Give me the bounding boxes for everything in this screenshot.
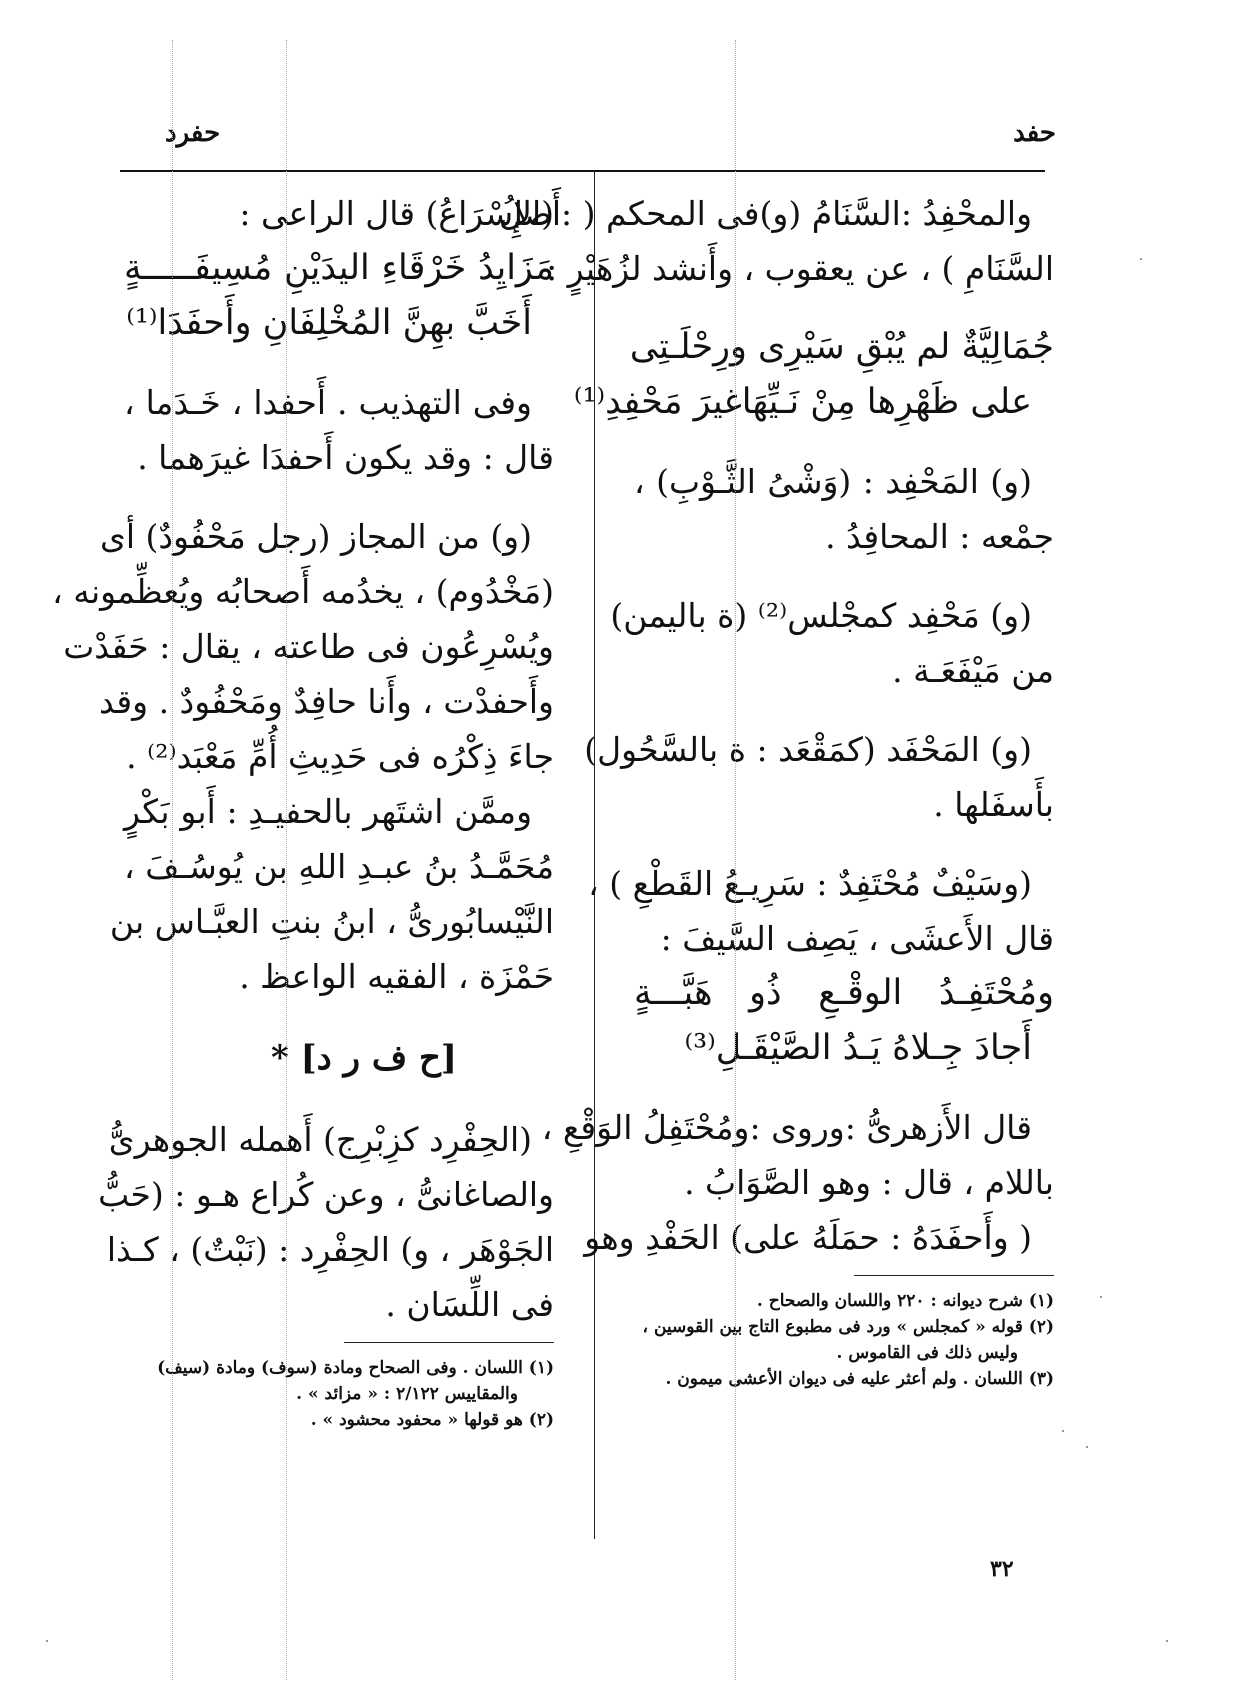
scan-speck: [1166, 1640, 1168, 1642]
text-line: باللام ، قال : وهو الصَّوَابُ .: [684, 1163, 1054, 1202]
text-line: مُحَمَّـدُ بنُ عبـدِ اللهِ بن يُوسُـفَ ،: [124, 847, 554, 886]
text-line: بأَسفَلها .: [933, 785, 1054, 824]
text-line: قال الأَعشَى ، يَصِف السَّيفَ :: [660, 919, 1054, 958]
footnote: (٣) اللسان . ولم أعثر عليه فى ديوان الأعشى ميمون .: [665, 1369, 1054, 1389]
poem-line: جُمَالِيَّةٌ لم يُبْقِ سَيْرِى ورِحْلَـتِى: [629, 327, 1054, 367]
footnote: (١) اللسان . وفى الصحاح ومادة (سوف) ومادة (سيف): [157, 1358, 554, 1378]
poem-line: على ظَهْرِها مِنْ نَـيِّهَاغيرَ مَحْفِدِ⁽¹⁾: [573, 382, 1032, 422]
scan-speck: [1140, 258, 1142, 260]
text-line: وأَحفدْت ، وأَنا حافِدٌ ومَحْفُودٌ . وقد: [99, 682, 554, 721]
footnote: (٢) قوله « كمجلس » ورد فى مطبوع التاج بين القوسين ،: [642, 1317, 1054, 1337]
text-line: من مَيْفَعَـة .: [892, 651, 1054, 690]
scan-speck: [1062, 1430, 1064, 1432]
text-line: (الحِفْرِد كزِبْرِج) أَهمله الجوهرىُّ: [108, 1120, 532, 1159]
text-line: (و) من المجاز (رجل مَحْفُودٌ) أى: [99, 517, 532, 556]
footnote: (١) شرح ديوانه : ٢٢٠ واللسان والصحاح .: [756, 1291, 1054, 1311]
text-line: (وسَيْفٌ مُحْتَفِدٌ : سَرِيـعُ القَطْعِ ) ،: [588, 864, 1032, 903]
footnote-rule: [344, 1342, 554, 1343]
scan-artifact-line: [286, 40, 287, 1680]
text-line: (الإِسْرَاعُ) قال الراعى :: [239, 194, 554, 233]
text-line: الجَوْهَر ، و) الحِفْرِد : (نَبْتٌ) ، كـذا: [106, 1230, 554, 1269]
footnote-rule: [854, 1275, 1054, 1276]
text-line: والمحْفِدُ :السَّنَامُ (و)فى المحكم ( :أَصلُ: [498, 194, 1032, 233]
text-line: (و) المَحْفَد (كمَقْعَد : ة بالسَّحُول): [584, 730, 1032, 769]
text-line: وفى التهذيب . أَحفدا ، خَـدَما ،: [124, 383, 532, 422]
right-column: [498, 186, 1054, 1392]
text-line: جمْعه : المحافِدُ .: [825, 517, 1054, 556]
poem-line: أَجادَ جِـلاهُ يَـدُ الصَّيْقَـلِ⁽³⁾: [684, 1028, 1032, 1068]
poem-line: ومُحْتَفِـدُ الوقْـعِ ذُو هَبَّـــةٍ: [634, 973, 1054, 1013]
text-line: (مَخْدُوم) ، يخدُمه أَصحابُه ويُعظِّمونه ،: [52, 572, 554, 611]
text-line: ويُسْرِعُون فى طاعته ، يقال : حَفَدْت: [63, 627, 554, 666]
scan-speck: [46, 1640, 48, 1642]
poem-line: أَخَبَّ بهِنَّ المُخْلِفَانِ وأَحفَدَا⁽¹⁾: [126, 303, 532, 343]
scan-speck: [1086, 1446, 1088, 1448]
scan-speck: [1100, 1296, 1102, 1298]
scan-artifact-line: [172, 40, 173, 1680]
footnote: (٢) هو قولها « محفود محشود » .: [310, 1410, 554, 1430]
text-line: قال الأَزهرىُّ :وروى :ومُحْتَفِلُ الوَقْعِ ،: [541, 1108, 1032, 1147]
running-header-right: حفد: [1013, 118, 1056, 148]
text-line: جاءَ ذِكْرُه فى حَدِيثِ أُمِّ مَعْبَد⁽²⁾ .: [126, 737, 554, 776]
text-line: (و) مَحْفِد كمجْلس⁽²⁾ (ة باليمن): [610, 596, 1032, 635]
text-line: والصاغانىُّ ، وعن كُراع هـو : (حَبُّ: [98, 1175, 554, 1214]
entry-heading: [ح ف ر د] *: [270, 1038, 458, 1078]
running-header-left: حفرد: [165, 118, 221, 148]
text-line: قال : وقد يكون أَحفدَا غيرَهما .: [137, 438, 554, 477]
poem-line: مَزَايِدُ خَرْقَاءِ اليدَيْنِ مُسِيفَـــــةٍ: [124, 248, 554, 288]
left-column: [52, 186, 554, 1433]
text-line: السَّنَامِ ) ، عن يعقوب ، وأَنشد لزُهَيْرٍ :: [546, 249, 1054, 288]
footnote: والمقاييس ٢/١٢٢ : « مزائد » .: [296, 1384, 518, 1404]
header-rule: [120, 170, 1045, 172]
text-line: فى اللِّسَان .: [385, 1285, 554, 1324]
text-line: حَمْزَة ، الفقيه الواعظ .: [239, 957, 554, 996]
text-line: وممَّن اشتَهر بالحفيـدِ : أَبو بَكْرٍ: [124, 792, 532, 831]
text-line: النَّيْسابُورىُّ ، ابنُ بنتِ العبَّـاس بن: [109, 902, 554, 941]
text-line: (و) المَحْفِد : (وَشْىُ الثَّـوْبِ) ،: [634, 462, 1032, 501]
text-line: ( وأَحفَدَهُ : حمَلَهُ على) الحَفْدِ وهو: [584, 1218, 1032, 1257]
page-number: ٣٢: [990, 1556, 1014, 1582]
scan-artifact-line: [735, 40, 736, 1680]
footnote: وليس ذلك فى القاموس .: [836, 1343, 1018, 1363]
